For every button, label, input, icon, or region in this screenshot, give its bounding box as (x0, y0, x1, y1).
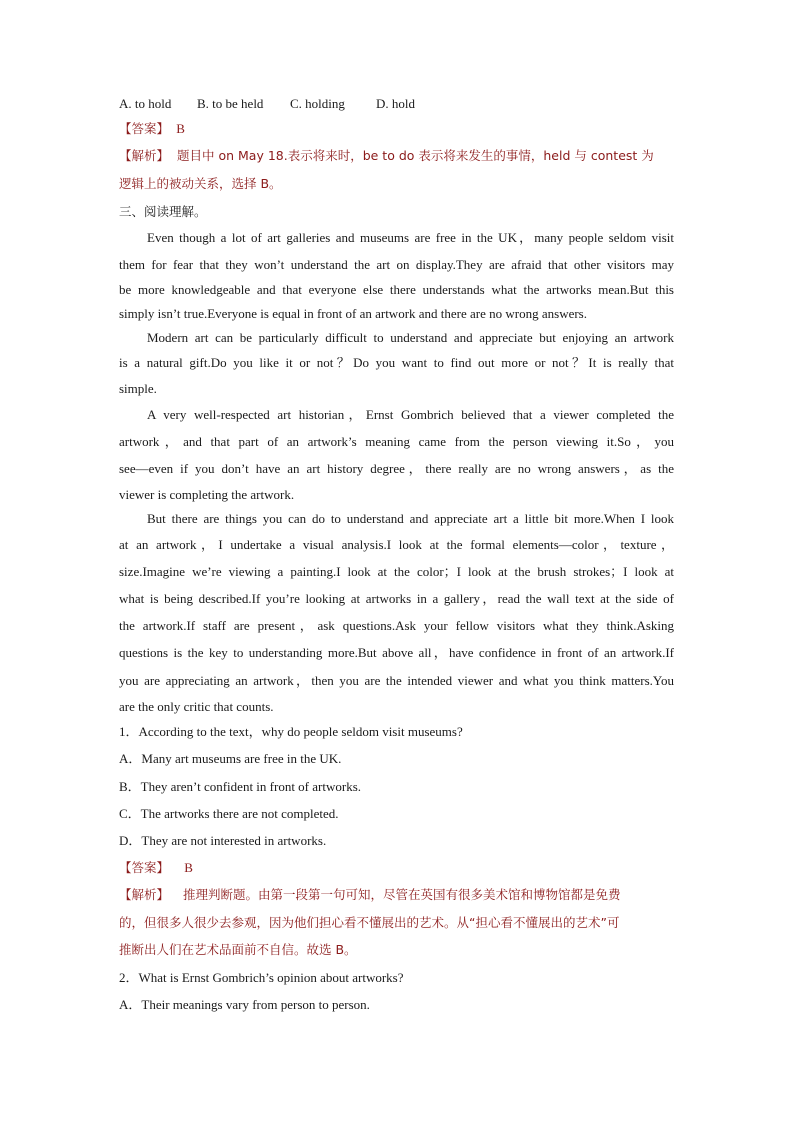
option-c: C. holding (290, 96, 345, 111)
question-1-analysis-line-3: 推断出人们在艺术品面前不自信。故选 B。 (119, 942, 357, 957)
answer-value: B (184, 860, 193, 875)
passage-line: viewer is completing the artwork. (119, 487, 295, 502)
prev-analysis-line-2: 逻辑上的被动关系，选择 B。 (119, 176, 282, 191)
passage-line: A very well-respected art historian，Ernst Gombrich believed that a viewer completed the (147, 407, 674, 422)
answer-tag: 【答案】 (119, 860, 170, 875)
passage-line: questions is the key to understanding more.But above all，have confidence in front of an artwork.If (119, 645, 674, 660)
passage-line: them for fear that they won’t understand the art on display.They are afraid that other visitors may (119, 257, 674, 272)
option-b: B. to be held (197, 96, 264, 111)
question-1-option-d: D．They are not interested in artworks. (119, 833, 327, 848)
passage-line: you are appreciating an artwork，then you are the intended viewer and what you think matters.You (119, 673, 674, 688)
passage-line: But there are things you can do to understand and appreciate art a little bit more.When I look (147, 511, 674, 526)
option-d: D. hold (376, 96, 415, 111)
question-1-stem: 1．According to the text，why do people seldom visit museums? (119, 724, 463, 739)
question-1-option-b: B．They aren’t confident in front of artworks. (119, 779, 361, 794)
question-1-analysis-line-2: 的，但很多人很少去参观，因为他们担心看不懂展出的艺术。从“担心看不懂展出的艺术”可 (119, 915, 620, 930)
answer-value: B (176, 121, 185, 136)
passage-line: simple. (119, 381, 157, 396)
question-1-answer-line (119, 860, 674, 876)
prev-analysis-line-1 (119, 148, 674, 164)
question-2-stem: 2．What is Ernst Gombrich’s opinion about artworks? (119, 970, 404, 985)
passage-line: size.Imagine we’re viewing a painting.I look at the color；I look at the brush strokes；I look at (119, 564, 674, 579)
passage-line: at an artwork，I undertake a visual analysis.I look at the formal elements—color，texture， (119, 537, 674, 552)
question-1-analysis-line-1 (119, 887, 674, 903)
section-title: 三、阅读理解。 (119, 204, 207, 219)
question-2-option-a: A．Their meanings vary from person to person. (119, 997, 370, 1012)
option-a: A. to hold (119, 96, 172, 111)
passage-line: Even though a lot of art galleries and museums are free in the UK，many people seldom visit (147, 230, 674, 245)
prev-question-options (119, 96, 674, 112)
passage-line: simply isn’t true.Everyone is equal in front of an artwork and there are no wrong answers. (119, 306, 587, 321)
analysis-text: 题目中 on May 18.表示将来时，be to do 表示将来发生的事情，held 与 contest 为 (177, 148, 654, 163)
passage-line: what is being described.If you’re looking at artworks in a gallery，read the wall text at the side of (119, 591, 674, 606)
answer-tag: 【答案】 (119, 121, 170, 136)
prev-answer-line (119, 121, 674, 137)
passage-line: see—even if you don’t have an art history degree，there really are no wrong answers，as the (119, 461, 674, 476)
passage-line: artwork，and that part of an artwork’s meaning came from the person viewing it.So，you (119, 434, 674, 449)
analysis-text: 推理判断题。由第一段第一句可知，尽管在英国有很多美术馆和博物馆都是免费 (183, 887, 621, 902)
passage-line: Modern art can be particularly difficult to understand and appreciate but enjoying an artwork (147, 330, 674, 345)
passage-line: the artwork.If staff are present，ask questions.Ask your fellow visitors what they think.Asking (119, 618, 674, 633)
analysis-tag: 【解析】 (119, 148, 170, 163)
analysis-tag: 【解析】 (119, 887, 170, 902)
question-1-option-c: C．The artworks there are not completed. (119, 806, 339, 821)
passage-line: is a natural gift.Do you like it or not？Do you want to find out more or not？It is really that (119, 355, 674, 370)
passage-line: are the only critic that counts. (119, 699, 274, 714)
passage-line: be more knowledgeable and that everyone else there understands what the artworks mean.But this (119, 282, 674, 297)
question-1-option-a: A．Many art museums are free in the UK. (119, 751, 342, 766)
